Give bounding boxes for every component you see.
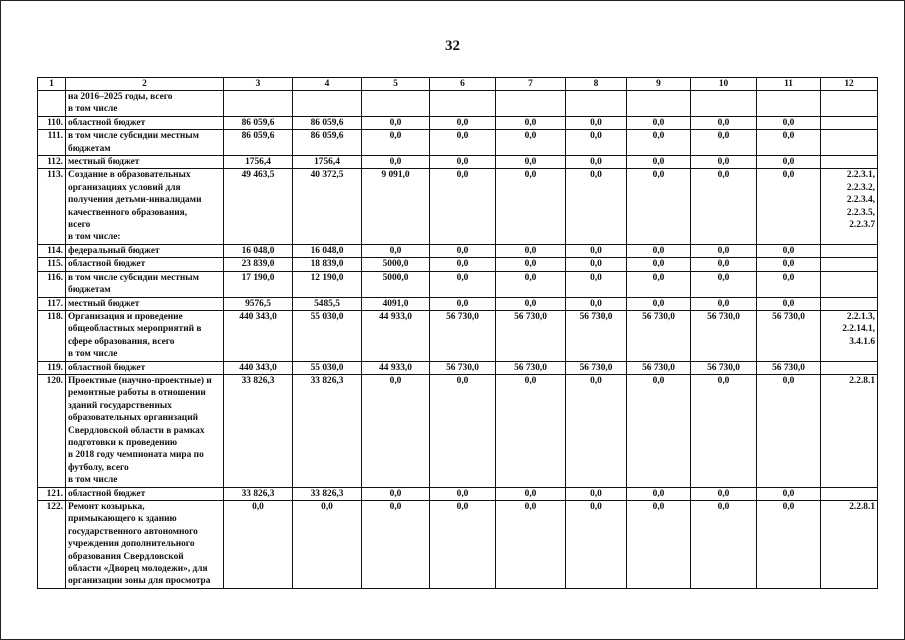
reference-cell — [821, 116, 878, 129]
value-cell: 0,0 — [757, 156, 821, 169]
row-description — [66, 116, 224, 129]
reference-cell — [821, 258, 878, 271]
value-cell: 86 059,6 — [224, 116, 293, 129]
description-line: получения детьми-инвалидами — [68, 195, 202, 206]
value-cell: 0,0 — [757, 374, 821, 487]
value-cell: 0,0 — [691, 501, 757, 589]
row-number: 114. — [38, 244, 66, 257]
value-cell: 0,0 — [691, 258, 757, 271]
value-cell: 56 730,0 — [430, 310, 496, 361]
value-cell: 0,0 — [496, 130, 566, 156]
row-number: 112. — [38, 156, 66, 169]
value-cell: 56 730,0 — [691, 361, 757, 374]
table-row — [38, 116, 878, 129]
value-cell — [224, 91, 293, 117]
value-cell: 0,0 — [627, 258, 691, 271]
value-cell: 0,0 — [691, 116, 757, 129]
value-cell: 0,0 — [627, 501, 691, 589]
value-cell: 0,0 — [691, 156, 757, 169]
value-cell: 0,0 — [430, 130, 496, 156]
reference-line: 2.2.3.4, — [846, 195, 875, 206]
value-cell: 0,0 — [566, 271, 627, 297]
value-cell: 56 730,0 — [496, 310, 566, 361]
value-cell: 0,0 — [757, 169, 821, 244]
reference-line: 2.2.3.7 — [849, 220, 875, 231]
value-cell: 33 826,3 — [293, 374, 362, 487]
row-number: 120. — [38, 374, 66, 487]
value-cell: 0,0 — [691, 297, 757, 310]
value-cell: 0,0 — [224, 501, 293, 589]
value-cell: 44 933,0 — [362, 310, 430, 361]
value-cell: 0,0 — [627, 487, 691, 500]
description-line: федеральный бюджет — [68, 245, 160, 256]
value-cell: 0,0 — [566, 297, 627, 310]
description-line: всего — [68, 220, 91, 231]
value-cell: 0,0 — [362, 156, 430, 169]
description-line: подготовки к проведению — [68, 437, 178, 448]
value-cell: 17 190,0 — [224, 271, 293, 297]
value-cell: 18 839,0 — [293, 258, 362, 271]
budget-table — [37, 77, 878, 589]
row-number: 119. — [38, 361, 66, 374]
value-cell: 40 372,5 — [293, 169, 362, 244]
value-cell: 0,0 — [627, 116, 691, 129]
value-cell — [566, 91, 627, 117]
value-cell: 56 730,0 — [566, 310, 627, 361]
table-row — [38, 258, 878, 271]
description-line: организациях условий для — [68, 182, 181, 193]
value-cell: 0,0 — [757, 271, 821, 297]
value-cell: 5000,0 — [362, 271, 430, 297]
description-line: учреждения дополнительного — [68, 539, 195, 550]
value-cell: 0,0 — [430, 271, 496, 297]
description-line: зданий государственных — [68, 400, 172, 411]
value-cell: 0,0 — [496, 297, 566, 310]
description-line: Свердловской области в рамках — [68, 425, 205, 436]
column-header: 9 — [627, 78, 691, 91]
description-line: областной бюджет — [68, 117, 146, 128]
value-cell: 0,0 — [430, 374, 496, 487]
column-header: 4 — [293, 78, 362, 91]
reference-line: 2.2.14.1, — [842, 324, 875, 335]
value-cell — [627, 91, 691, 117]
description-line: организации зоны для просмотра — [68, 576, 211, 587]
reference-cell — [821, 310, 878, 361]
row-number — [38, 91, 66, 117]
reference-cell — [821, 156, 878, 169]
description-line: областной бюджет — [68, 488, 146, 499]
row-description — [66, 169, 224, 244]
value-cell: 0,0 — [691, 130, 757, 156]
row-description — [66, 130, 224, 156]
reference-line: 2.2.8.1 — [849, 502, 875, 512]
description-line: местный бюджет — [68, 157, 140, 168]
value-cell: 0,0 — [627, 156, 691, 169]
value-cell: 440 343,0 — [224, 361, 293, 374]
row-number: 117. — [38, 297, 66, 310]
description-line: в том числе — [68, 104, 118, 115]
value-cell: 0,0 — [757, 487, 821, 500]
reference-line: 2.2.3.5, — [846, 207, 875, 218]
description-line: области «Дворец молодежи», для — [68, 564, 208, 575]
value-cell: 33 826,3 — [293, 487, 362, 500]
description-line: местный бюджет — [68, 298, 140, 309]
value-cell — [691, 91, 757, 117]
row-number: 111. — [38, 130, 66, 156]
reference-line: 3.4.1.6 — [849, 336, 875, 347]
description-line: в том числе: — [68, 232, 121, 243]
value-cell: 4091,0 — [362, 297, 430, 310]
value-cell: 0,0 — [757, 244, 821, 257]
value-cell: 0,0 — [362, 501, 430, 589]
row-description — [66, 310, 224, 361]
description-line: областной бюджет — [68, 362, 146, 373]
value-cell: 0,0 — [430, 169, 496, 244]
value-cell: 33 826,3 — [224, 374, 293, 487]
value-cell: 0,0 — [627, 130, 691, 156]
table-row — [38, 130, 878, 156]
value-cell: 0,0 — [757, 501, 821, 589]
row-number: 113. — [38, 169, 66, 244]
value-cell: 0,0 — [430, 244, 496, 257]
reference-line: 2.2.1.3, — [846, 311, 875, 322]
row-description — [66, 487, 224, 500]
row-description — [66, 91, 224, 117]
row-description — [66, 501, 224, 589]
value-cell: 0,0 — [496, 487, 566, 500]
value-cell: 0,0 — [566, 156, 627, 169]
reference-cell — [821, 244, 878, 257]
value-cell: 0,0 — [496, 116, 566, 129]
value-cell: 86 059,6 — [293, 116, 362, 129]
column-header: 6 — [430, 78, 496, 91]
description-line: бюджетам — [68, 285, 111, 296]
value-cell — [430, 91, 496, 117]
description-line: в том числе субсидии местным — [68, 131, 200, 142]
value-cell: 0,0 — [496, 156, 566, 169]
value-cell: 0,0 — [691, 244, 757, 257]
row-number: 116. — [38, 271, 66, 297]
value-cell: 5000,0 — [362, 258, 430, 271]
value-cell: 56 730,0 — [496, 361, 566, 374]
value-cell: 86 059,6 — [293, 130, 362, 156]
column-header: 2 — [66, 78, 224, 91]
value-cell: 0,0 — [627, 374, 691, 487]
table-row — [38, 501, 878, 589]
description-line: государственного автономного — [68, 526, 198, 537]
reference-cell — [821, 271, 878, 297]
value-cell: 0,0 — [496, 501, 566, 589]
value-cell: 56 730,0 — [430, 361, 496, 374]
value-cell: 16 048,0 — [293, 244, 362, 257]
reference-cell — [821, 374, 878, 487]
description-line: образования Свердловской — [68, 551, 184, 562]
value-cell: 0,0 — [566, 487, 627, 500]
reference-cell — [821, 297, 878, 310]
value-cell: 0,0 — [362, 116, 430, 129]
description-line: Создание в образовательных — [68, 170, 191, 181]
row-description — [66, 156, 224, 169]
column-header: 1 — [38, 78, 66, 91]
value-cell: 440 343,0 — [224, 310, 293, 361]
value-cell: 0,0 — [627, 271, 691, 297]
table-row — [38, 271, 878, 297]
description-line: бюджетам — [68, 143, 111, 154]
value-cell: 9 091,0 — [362, 169, 430, 244]
table-row — [38, 91, 878, 117]
value-cell: 0,0 — [627, 244, 691, 257]
description-line: образовательных организаций — [68, 413, 198, 424]
reference-cell — [821, 487, 878, 500]
value-cell: 0,0 — [496, 258, 566, 271]
value-cell: 0,0 — [430, 297, 496, 310]
row-description — [66, 244, 224, 257]
value-cell: 1756,4 — [293, 156, 362, 169]
column-header: 10 — [691, 78, 757, 91]
value-cell — [362, 91, 430, 117]
description-line: примыкающего к зданию — [68, 514, 177, 525]
reference-line: 2.2.8.1 — [849, 375, 875, 386]
value-cell — [757, 91, 821, 117]
table-row — [38, 374, 878, 487]
column-header: 3 — [224, 78, 293, 91]
value-cell: 0,0 — [691, 169, 757, 244]
value-cell: 0,0 — [627, 169, 691, 244]
value-cell: 0,0 — [362, 374, 430, 487]
row-description — [66, 258, 224, 271]
column-header: 8 — [566, 78, 627, 91]
value-cell: 56 730,0 — [757, 310, 821, 361]
value-cell: 0,0 — [362, 244, 430, 257]
description-line: Ремонт козырька, — [68, 502, 145, 512]
description-line: Организация и проведение — [68, 311, 183, 322]
table-row — [38, 244, 878, 257]
table-row — [38, 156, 878, 169]
description-line: в том числе — [68, 475, 118, 486]
value-cell: 0,0 — [362, 130, 430, 156]
reference-line: 2.2.3.2, — [846, 182, 875, 193]
value-cell: 0,0 — [362, 487, 430, 500]
description-line: в том числе субсидии местным — [68, 272, 200, 283]
description-line: областной бюджет — [68, 259, 146, 270]
value-cell — [496, 91, 566, 117]
value-cell: 56 730,0 — [757, 361, 821, 374]
reference-cell — [821, 169, 878, 244]
table-row — [38, 487, 878, 500]
table-row — [38, 361, 878, 374]
table-row — [38, 297, 878, 310]
value-cell: 0,0 — [566, 130, 627, 156]
value-cell: 0,0 — [496, 271, 566, 297]
value-cell: 0,0 — [566, 501, 627, 589]
row-description — [66, 361, 224, 374]
value-cell: 12 190,0 — [293, 271, 362, 297]
reference-line: 2.2.3.1, — [846, 170, 875, 181]
value-cell: 5485,5 — [293, 297, 362, 310]
value-cell: 55 030,0 — [293, 361, 362, 374]
value-cell: 0,0 — [691, 487, 757, 500]
reference-cell — [821, 501, 878, 589]
value-cell: 56 730,0 — [627, 310, 691, 361]
value-cell: 55 030,0 — [293, 310, 362, 361]
row-description — [66, 297, 224, 310]
value-cell — [293, 91, 362, 117]
value-cell: 0,0 — [430, 156, 496, 169]
value-cell: 0,0 — [496, 244, 566, 257]
value-cell: 44 933,0 — [362, 361, 430, 374]
value-cell: 0,0 — [430, 258, 496, 271]
row-number: 115. — [38, 258, 66, 271]
row-number: 121. — [38, 487, 66, 500]
table-row — [38, 310, 878, 361]
value-cell: 0,0 — [757, 297, 821, 310]
value-cell: 9576,5 — [224, 297, 293, 310]
value-cell: 56 730,0 — [566, 361, 627, 374]
value-cell: 0,0 — [566, 169, 627, 244]
column-header: 7 — [496, 78, 566, 91]
row-description — [66, 374, 224, 487]
description-line: на 2016–2025 годы, всего — [68, 92, 173, 102]
table-row — [38, 169, 878, 244]
reference-cell — [821, 91, 878, 117]
description-line: в том числе — [68, 349, 118, 360]
header-row — [38, 78, 878, 91]
value-cell: 0,0 — [627, 297, 691, 310]
value-cell: 0,0 — [430, 116, 496, 129]
value-cell: 16 048,0 — [224, 244, 293, 257]
value-cell: 0,0 — [566, 244, 627, 257]
reference-cell — [821, 361, 878, 374]
value-cell: 33 826,3 — [224, 487, 293, 500]
column-header: 11 — [757, 78, 821, 91]
description-line: футболу, всего — [68, 462, 129, 473]
value-cell: 86 059,6 — [224, 130, 293, 156]
reference-cell — [821, 130, 878, 156]
row-number: 118. — [38, 310, 66, 361]
value-cell: 0,0 — [691, 271, 757, 297]
column-header: 12 — [821, 78, 878, 91]
value-cell: 0,0 — [496, 169, 566, 244]
value-cell: 0,0 — [566, 116, 627, 129]
description-line: в 2018 году чемпионата мира по — [68, 450, 204, 461]
value-cell: 1756,4 — [224, 156, 293, 169]
value-cell: 0,0 — [566, 374, 627, 487]
value-cell: 56 730,0 — [627, 361, 691, 374]
value-cell: 0,0 — [757, 130, 821, 156]
column-header: 5 — [362, 78, 430, 91]
value-cell: 0,0 — [757, 258, 821, 271]
row-description — [66, 271, 224, 297]
value-cell: 0,0 — [430, 487, 496, 500]
value-cell: 0,0 — [496, 374, 566, 487]
description-line: Проектные (научно-проектные) и — [68, 375, 212, 386]
description-line: качественного образования, — [68, 207, 188, 218]
value-cell: 0,0 — [757, 116, 821, 129]
value-cell: 0,0 — [430, 501, 496, 589]
row-number: 110. — [38, 116, 66, 129]
page-number: 32 — [445, 38, 460, 54]
description-line: сфере образования, всего — [68, 336, 175, 347]
value-cell: 23 839,0 — [224, 258, 293, 271]
description-line: общеобластных мероприятий в — [68, 324, 202, 335]
row-number: 122. — [38, 501, 66, 589]
value-cell: 49 463,5 — [224, 169, 293, 244]
description-line: ремонтные работы в отношении — [68, 388, 206, 399]
value-cell: 0,0 — [691, 374, 757, 487]
value-cell: 0,0 — [566, 258, 627, 271]
value-cell: 56 730,0 — [691, 310, 757, 361]
value-cell: 0,0 — [293, 501, 362, 589]
